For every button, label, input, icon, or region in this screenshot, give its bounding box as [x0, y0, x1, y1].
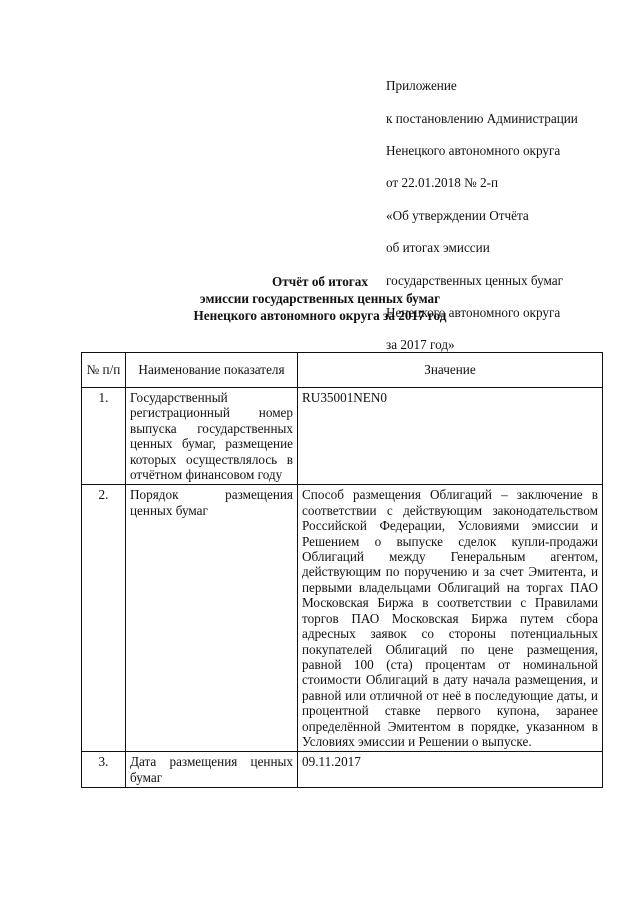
table-row	[82, 388, 603, 485]
row-num: 3.	[82, 752, 126, 788]
appendix-line: Ненецкого автономного округа	[386, 305, 561, 321]
table-row	[82, 752, 603, 788]
title-line-3: Ненецкого автономного округа за 2017 год	[193, 308, 447, 323]
appendix-line: Ненецкого автономного округа	[386, 143, 561, 159]
row-num: 1.	[82, 388, 126, 485]
appendix-line: за 2017 год»	[386, 337, 455, 353]
appendix-line: об итогах эмиссии	[386, 240, 490, 256]
header-name: Наименование показателя	[126, 353, 298, 388]
title-line-1: Отчёт об итогах	[272, 274, 368, 289]
appendix-line: государственных ценных бумаг	[386, 272, 564, 288]
title-line-2: эмиссии государственных ценных бумаг	[199, 291, 441, 306]
row-name: Порядок размещения ценных бумаг	[126, 485, 298, 752]
document-title	[0, 273, 640, 324]
row-num: 2.	[82, 485, 126, 752]
table-row	[82, 485, 603, 752]
report-table	[81, 352, 603, 788]
row-value: 09.11.2017	[298, 752, 603, 788]
row-value: RU35001NEN0	[298, 388, 603, 485]
row-name: Дата размещения ценных бумаг	[126, 752, 298, 788]
header-value: Значение	[298, 353, 603, 388]
appendix-line: от 22.01.2018 № 2-п	[386, 175, 499, 191]
appendix-line: Приложение	[386, 78, 457, 94]
appendix-line: «Об утверждении Отчёта	[386, 207, 529, 223]
row-value: Способ размещения Облигаций – заключение в соответствии с действующим законодательством Российской Федерации, Условиями эмиссии и Решением о выпуске сделок купли-продажи Облигаций между Генеральным агентом, действующим по поручению и за счет Эмитента, и первыми владельцами Облигаций на торгах ПАО Московская Биржа в соответствии с Правилами торгов ПАО Московская Биржа путем сбора адресных заявок со стороны потенциальных покупателей Облигаций по цене размещения, равной 100 (ста) процентам от номинальной стоимости Облигаций в дату начала размещения, и равной или отличной от неё в последующие даты, и процентной ставке первого купона, заранее определённой Эмитентом в порядке, указанном в Условиях эмиссии и Решении о выпуске.	[298, 485, 603, 752]
table-header-row	[82, 353, 603, 388]
row-name: Государственный регистрационный номер выпуска государственных ценных бумаг, размещение которых осуществлялось в отчётном финансовом году	[126, 388, 298, 485]
appendix-line: к постановлению Администрации	[386, 110, 578, 126]
header-num: № п/п	[82, 353, 126, 388]
